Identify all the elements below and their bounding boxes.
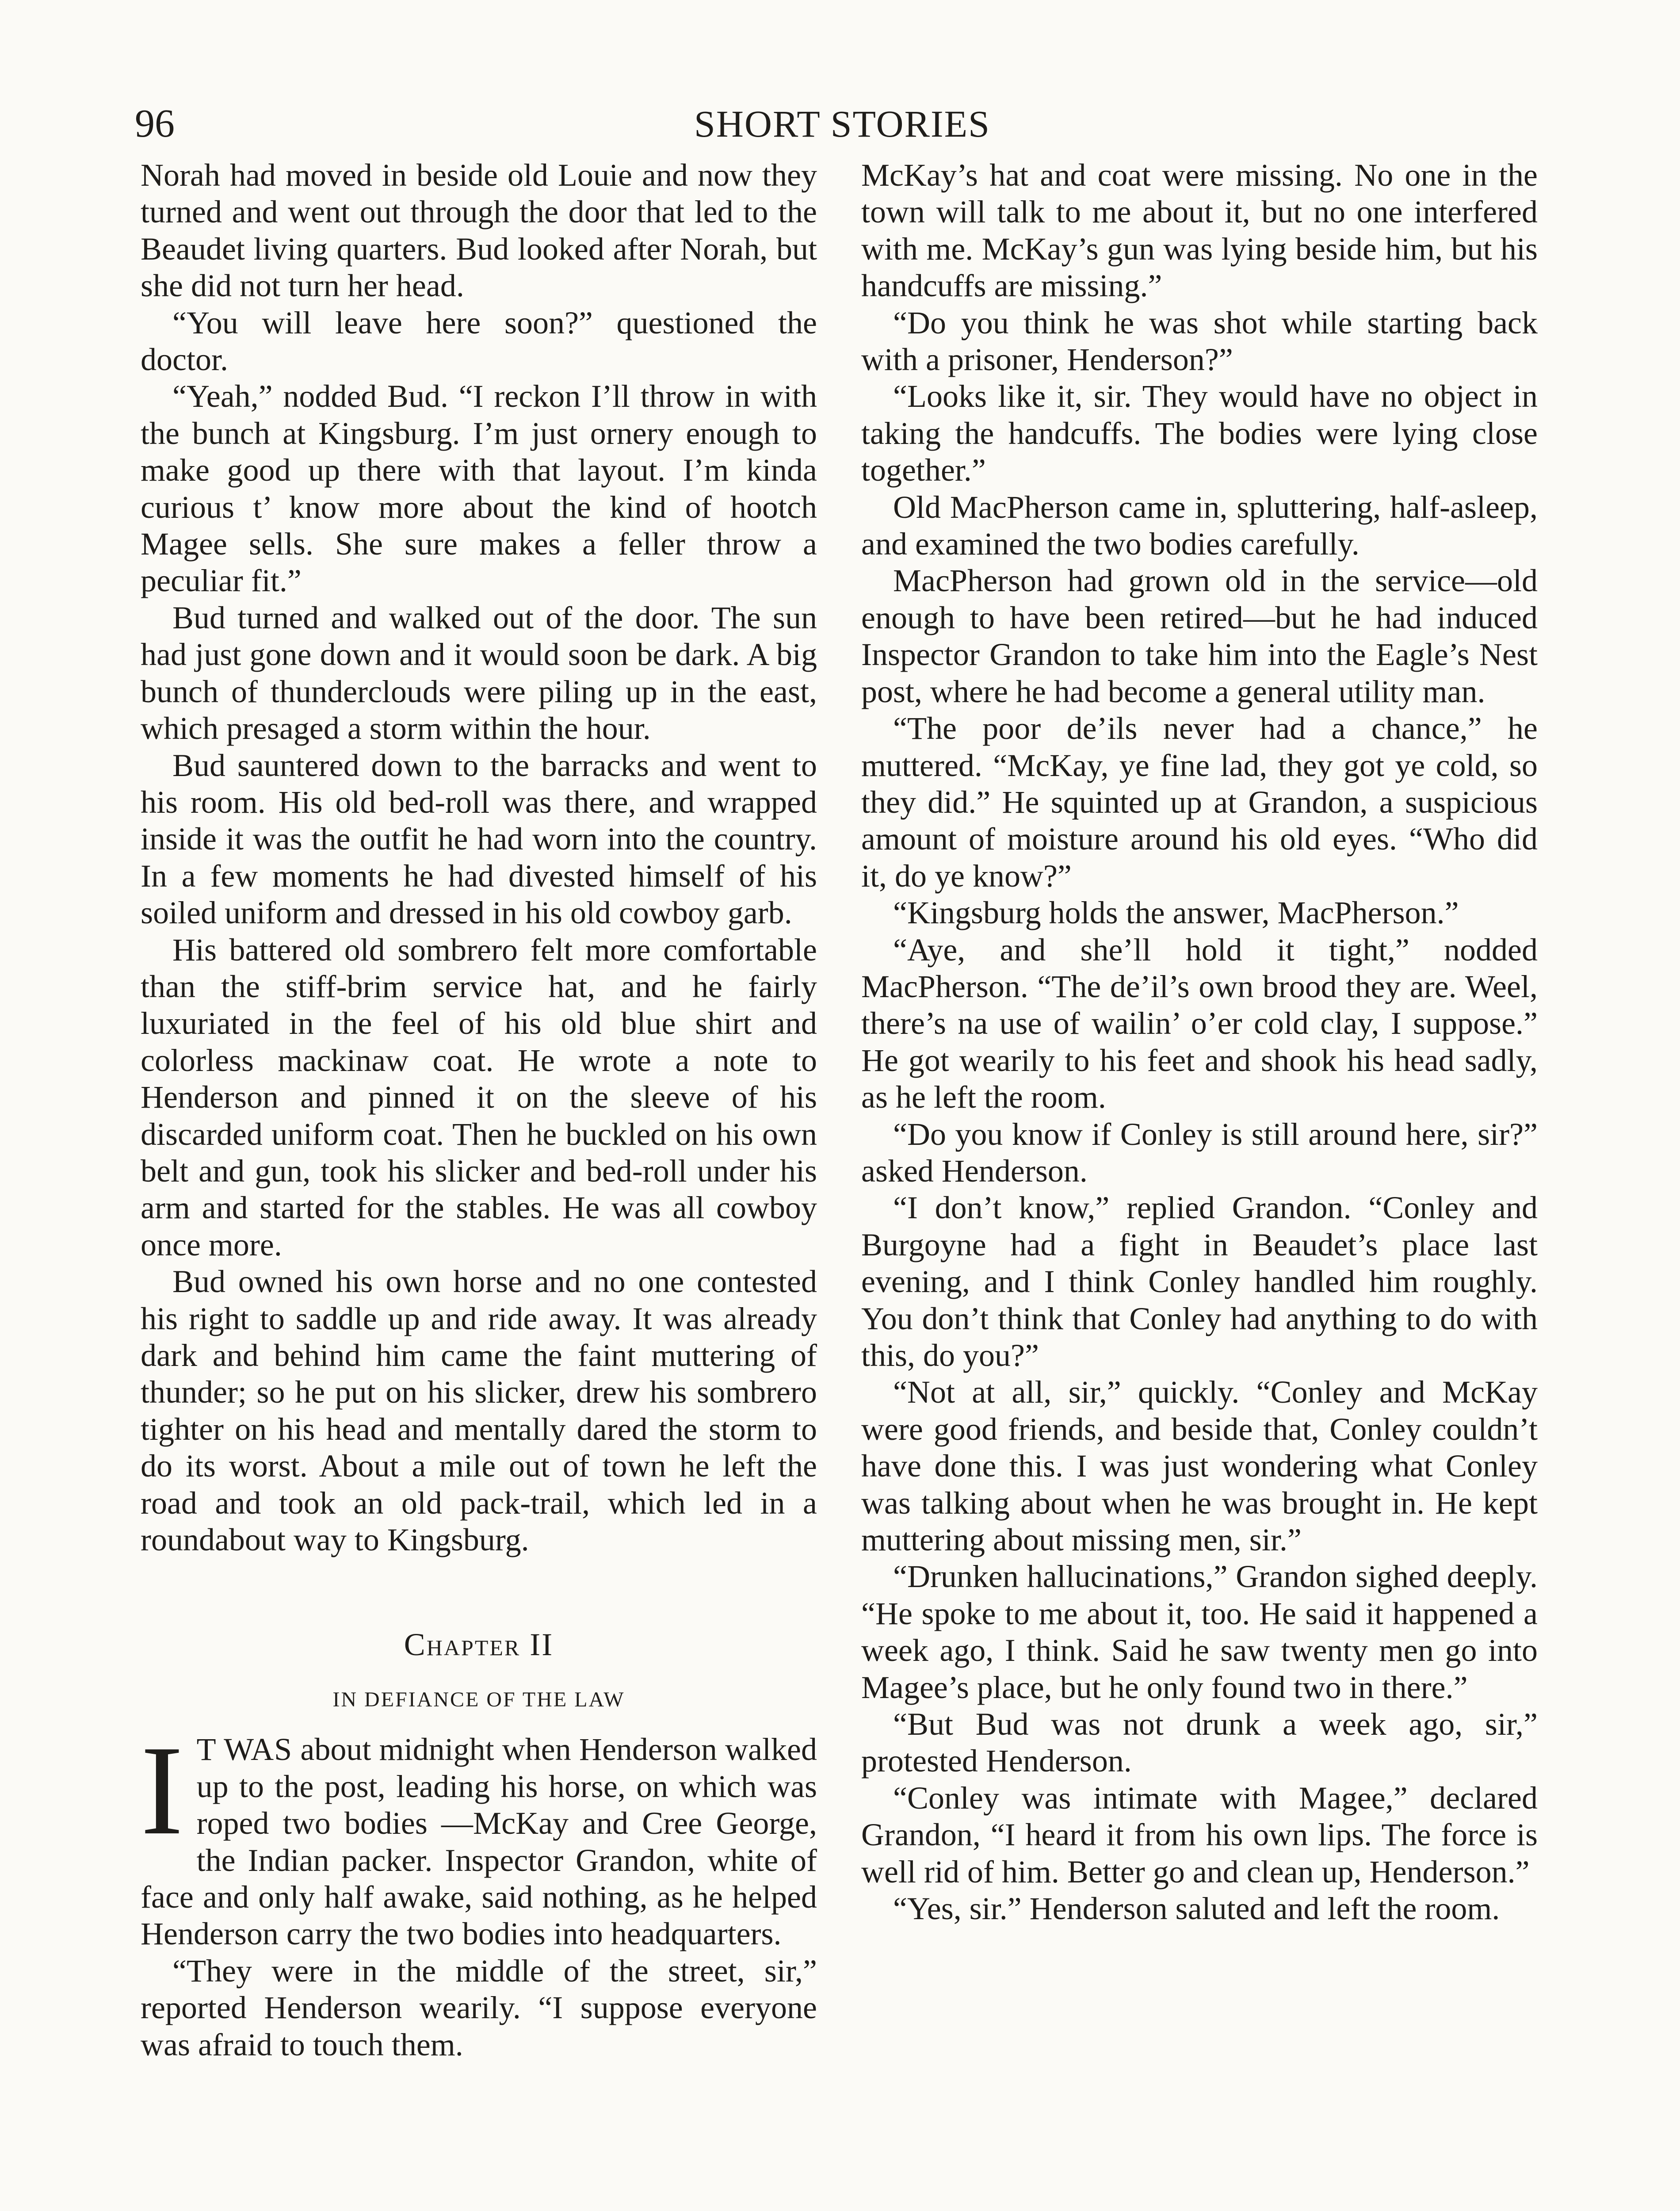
paragraph: His battered old sombrero felt more comfortable than the stiff-brim service hat, and he fairly luxuriated in the feel of his old blue shirt and colorless mackinaw coat. He wrote a note to Henderson and pinned it on the sleeve of his discarded uniform coat. Then he buckled on his own belt and gun, took his slicker and bed-roll under his arm and started for the stables. He was all cowboy once more. xyxy=(141,932,817,1262)
paragraph: “Do you know if Conley is still around here, sir?” asked Henderson. xyxy=(861,1116,1538,1189)
paragraph: Bud owned his own horse and no one contested his right to saddle up and ride away. It was already dark and behind him came the faint muttering of thunder; so he put on his slicker, drew his sombrero tighter on his head and mentally dared the storm to do its worst. About a mile out of town he left the road and took an old pack-trail, which led in a roundabout way to Kingsburg. xyxy=(141,1264,817,1558)
paragraph: “Conley was intimate with Magee,” declared Grandon, “I heard it from his own lips. The force is well rid of him. Better go and clean up, Henderson.” xyxy=(861,1780,1538,1890)
paragraph: MacPherson had grown old in the service—old enough to have been retired—but he had induced Inspector Grandon to take him into the Eagle’s Nest post, where he had become a general utility man. xyxy=(861,563,1538,709)
paragraph: “Kingsburg holds the answer, MacPherson.” xyxy=(893,895,1459,931)
paragraph: “But Bud was not drunk a week ago, sir,” protested Henderson. xyxy=(861,1706,1538,1779)
chapter-title: Chapter II xyxy=(404,1627,554,1663)
paragraph: “You will leave here soon?” questioned the doctor. xyxy=(141,305,817,378)
paragraph: “Yeah,” nodded Bud. “I reckon I’ll throw in with the bunch at Kingsburg. I’m just ornery enough to make good up there with that layout. I’m kinda curious t’ know more about the kind of hootch Magee sells. She sure makes a feller throw a peculiar fit.” xyxy=(141,379,817,599)
chapter-heading xyxy=(141,1625,817,1715)
drop-cap: I xyxy=(141,1719,183,1862)
paragraph: Norah had moved in beside old Louie and now they turned and went out through the door that led to the Beaudet living quarters. Bud looked after Norah, but she did not turn her head. xyxy=(141,157,817,304)
left-column xyxy=(141,157,817,2063)
paragraph: “I don’t know,” replied Grandon. “Conley and Burgoyne had a fight in Beaudet’s place last evening, and I think Conley handled him roughly. You don’t think that Conley had anything to do with this, do you?” xyxy=(861,1190,1538,1373)
paragraph: “Yes, sir.” Henderson saluted and left the room. xyxy=(893,1891,1500,1927)
paragraph: “Not at all, sir,” quickly. “Conley and McKay were good friends, and beside that, Conley couldn’t have done this. I was just wondering what Conley was talking about when he was brought in. He kept muttering about missing men, sir.” xyxy=(861,1374,1538,1558)
opening-text: about midnight when Henderson walked up to the post, leading his horse, on which was roped two bodies —McKay and Cree George, the Indian packer. Inspector Grandon, white of face and only half awake, said nothing, as he helped Henderson carry the two bodies into headquarters. xyxy=(141,1732,817,1952)
page-header xyxy=(135,95,1550,153)
right-column xyxy=(861,157,1538,1928)
running-head: SHORT STORIES xyxy=(694,103,990,145)
paragraph: “Aye, and she’ll hold it tight,” nodded MacPherson. “The de’il’s own brood they are. Weel, there’s na use of wailin’ o’er cold clay, I suppose.” He got wearily to his feet and shook his head sadly, as he left the room. xyxy=(861,932,1538,1115)
chapter-subtitle: IN DEFIANCE OF THE LAW xyxy=(332,1688,625,1712)
paragraph: “Drunken hallucinations,” Grandon sighed deeply. “He spoke to me about it, too. He said it happened a week ago, I think. Said he saw twenty men go into Magee’s place, but he only found two in there.” xyxy=(861,1559,1538,1705)
lead-in: T WAS xyxy=(196,1732,293,1767)
opening-paragraph xyxy=(141,1719,817,1952)
paragraph: Old MacPherson came in, spluttering, half-asleep, and examined the two bodies carefully. xyxy=(861,489,1538,562)
paragraph: “They were in the middle of the street, sir,” reported Henderson wearily. “I suppose everyone was afraid to touch them. xyxy=(141,1953,817,2062)
paragraph-continuation: McKay’s hat and coat were missing. No one in the town will talk to me about it, but no one interfered with me. McKay’s gun was lying beside him, but his handcuffs are missing.” xyxy=(861,157,1538,304)
paragraph: “The poor de’ils never had a chance,” he muttered. “McKay, ye fine lad, they got ye cold, so they did.” He squinted up at Grandon, a suspicious amount of moisture around his old eyes. “Who did it, do ye know?” xyxy=(861,711,1538,894)
paragraph: Bud sauntered down to the barracks and went to his room. His old bed-roll was there, and wrapped inside it was the outfit he had worn into the country. In a few moments he had divested himself of his soiled uniform and dressed in his old cowboy garb. xyxy=(141,747,817,931)
paragraph: “Do you think he was shot while starting back with a prisoner, Henderson?” xyxy=(861,305,1538,378)
paragraph: “Looks like it, sir. They would have no object in taking the handcuffs. The bodies were lying close together.” xyxy=(861,379,1538,488)
page-number: 96 xyxy=(135,102,175,145)
paragraph: Bud turned and walked out of the door. The sun had just gone down and it would soon be dark. A big bunch of thunderclouds were piling up in the east, which presaged a storm within the hour. xyxy=(141,600,817,746)
